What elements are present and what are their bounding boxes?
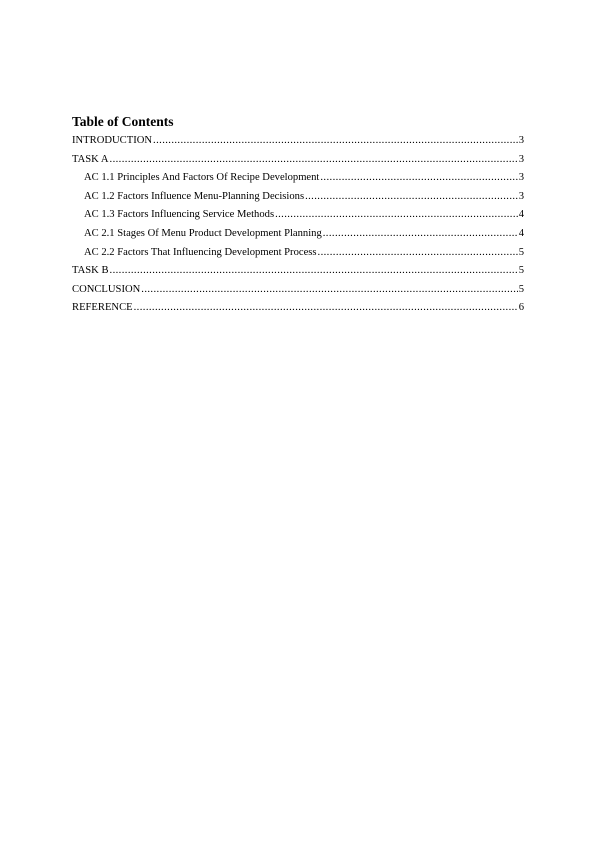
toc-entry-introduction[interactable]	[72, 132, 524, 151]
toc-entry-ac-1-1[interactable]	[72, 169, 524, 188]
toc-dot-leader	[141, 281, 517, 300]
toc-page-number: 4	[518, 227, 524, 239]
toc-page-number: 3	[518, 153, 524, 165]
toc-dot-leader	[134, 299, 518, 318]
toc-entry-label: TASK B	[72, 265, 109, 277]
toc-page-number: 4	[518, 209, 524, 221]
toc-dot-leader	[275, 206, 518, 225]
toc-entry-label: AC 1.2 Factors Influence Menu-Planning Decisions	[84, 190, 305, 202]
toc-page-number: 6	[518, 302, 524, 314]
toc-dot-leader	[153, 132, 518, 151]
toc-entry-task-b[interactable]	[72, 262, 524, 281]
toc-entry-label: INTRODUCTION	[72, 135, 153, 146]
toc-dot-leader	[323, 225, 518, 244]
toc-entry-conclusion[interactable]	[72, 281, 524, 300]
toc-dot-leader	[110, 262, 518, 281]
table-of-contents	[72, 114, 524, 318]
toc-dot-leader	[320, 169, 517, 188]
toc-entry-ac-1-2[interactable]	[72, 188, 524, 207]
toc-page-number: 3	[518, 172, 524, 184]
toc-entry-label: AC 1.1 Principles And Factors Of Recipe Development	[84, 172, 320, 184]
toc-entry-label: AC 2.2 Factors That Influencing Development Process	[84, 246, 317, 258]
toc-entry-label: TASK A	[72, 153, 109, 165]
toc-page-number: 3	[518, 135, 524, 146]
toc-dot-leader	[318, 244, 518, 263]
toc-entry-label: REFERENCE	[72, 302, 133, 314]
toc-entry-ac-1-3[interactable]	[72, 206, 524, 225]
toc-page-number: 5	[518, 265, 524, 277]
toc-title: Table of Contents	[72, 114, 174, 129]
toc-dot-leader	[305, 188, 518, 207]
toc-entry-ac-2-2[interactable]	[72, 244, 524, 263]
toc-entry-label: AC 2.1 Stages Of Menu Product Development Planning	[84, 227, 322, 239]
toc-entry-label: AC 1.3 Factors Influencing Service Methods	[84, 209, 275, 221]
toc-entry-reference[interactable]	[72, 299, 524, 318]
toc-entry-label: CONCLUSION	[72, 283, 141, 295]
toc-dot-leader	[110, 151, 518, 170]
toc-entry-ac-2-1[interactable]	[72, 225, 524, 244]
toc-page-number: 5	[518, 283, 524, 295]
toc-page-number: 5	[518, 246, 524, 258]
toc-page-number: 3	[518, 190, 524, 202]
toc-entry-task-a[interactable]	[72, 151, 524, 170]
